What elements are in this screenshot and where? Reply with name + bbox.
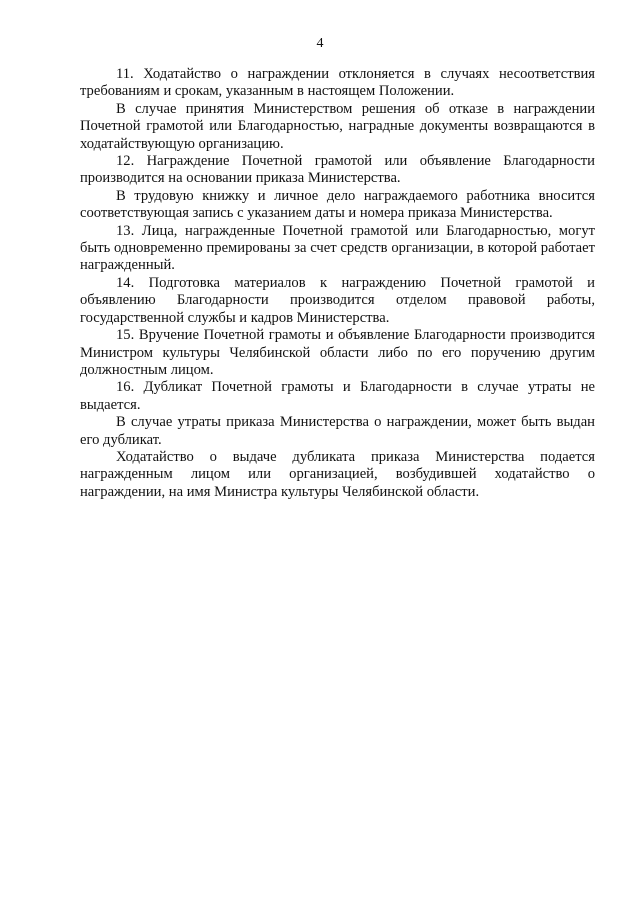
paragraph-12: 12. Награждение Почетной грамотой или объявление Благодарности производится на основании приказа Министерства. xyxy=(80,153,595,187)
paragraph-11: 11. Ходатайство о награждении отклоняется в случаях несоответствия требованиям и срокам, указанным в настоящем Положении. xyxy=(80,66,595,100)
paragraph-13: 13. Лица, награжденные Почетной грамотой или Благодарностью, могут быть одновременно премированы за счет средств организации, в которой работает награжденный. xyxy=(80,222,595,274)
paragraph-15: 15. Вручение Почетной грамоты и объявление Благодарности производится Министром культуры Челябинской области либо по его поручению другим должностным лицом. xyxy=(80,327,595,378)
paragraph-16-order-loss: В случае утраты приказа Министерства о награждении, может быть выдан его дубликат. xyxy=(80,414,595,448)
paragraph-16: 16. Дубликат Почетной грамоты и Благодарности в случае утраты не выдается. xyxy=(80,379,595,413)
document-body xyxy=(80,66,595,501)
paragraph-14: 14. Подготовка материалов к награждению Почетной грамотой и объявлению Благодарности производится отделом правовой работы, государственной службы и кадров Министерства. xyxy=(80,274,595,326)
paragraph-16-duplicate-request: Ходатайство о выдаче дубликата приказа Министерства подается награжденным лицом или организацией, возбудившей ходатайство о награждении, на имя Министра культуры Челябинской области. xyxy=(80,448,595,500)
paragraph-12-record: В трудовую книжку и личное дело награждаемого работника вносится соответствующая запись с указанием даты и номера приказа Министерства. xyxy=(80,187,595,222)
paragraph-11-refusal: В случае принятия Министерством решения об отказе в награждении Почетной грамотой или Благодарностью, наградные документы возвращаются в ходатайствующую организацию. xyxy=(80,100,595,152)
page-number: 4 xyxy=(316,36,324,51)
